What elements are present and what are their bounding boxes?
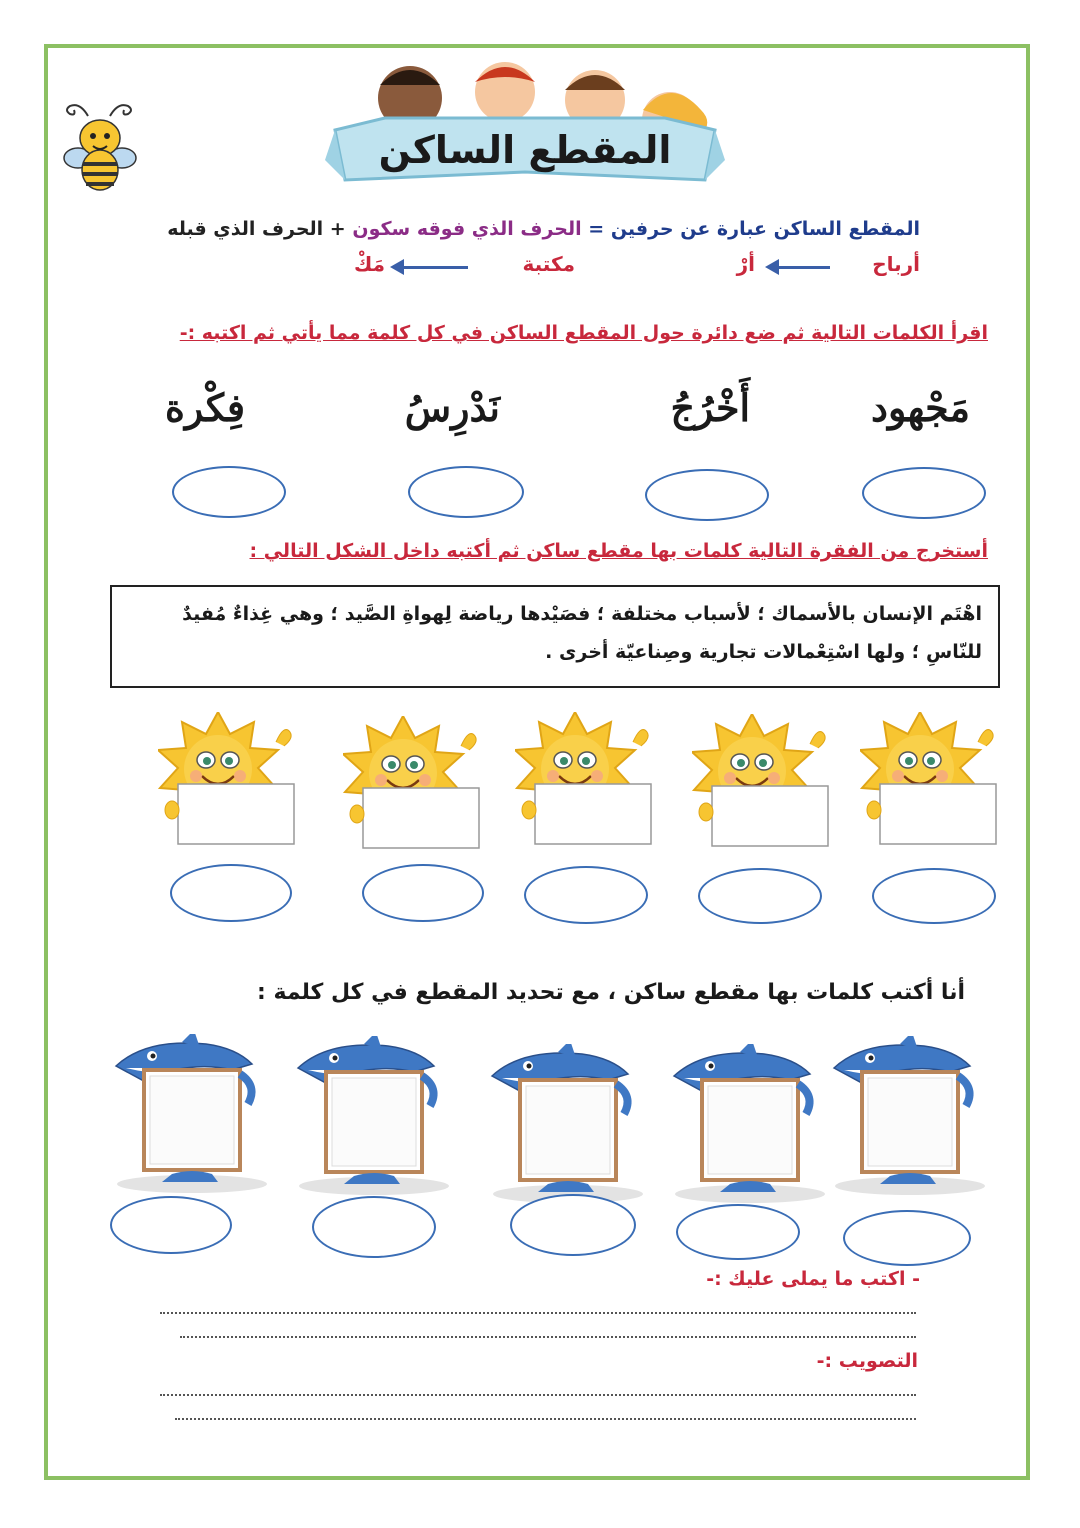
section2-instruction: أستخرج من الفقرة التالية كلمات بها مقطع ساكن ثم أكتبه داخل الشكل التالي : [249, 540, 988, 562]
dictation-label: - اكتب ما يملى عليك :- [706, 1268, 920, 1290]
paragraph-text [128, 595, 982, 671]
answer-oval[interactable] [408, 466, 524, 518]
definition-part3: + الحرف الذي قبله [167, 218, 346, 240]
shark-sign-icon [670, 1044, 830, 1209]
correction-line[interactable] [160, 1394, 916, 1396]
title-banner [325, 60, 725, 200]
dictation-line[interactable] [180, 1336, 916, 1338]
answer-oval[interactable] [524, 866, 648, 924]
paragraph-line-1: اهْتَم الإنسان بالأسماك ؛ لأسباب مختلفة ؛ فصَيْدها رياضة لِهواةِ الصَّيد ؛ وهي غِذاءٌ مُفيدٌ [182, 603, 982, 625]
answer-oval[interactable] [170, 864, 292, 922]
word-2: أَخْرُجُ [670, 385, 750, 430]
answer-oval[interactable] [645, 469, 769, 521]
example-syllable-1: أرْ [736, 252, 755, 276]
example-word-2: مكتبة [522, 252, 575, 276]
arrow-head-icon [390, 259, 404, 275]
sun-sign-icon [343, 716, 493, 851]
page-title: المقطع الساكن [378, 128, 672, 172]
example-arrow-2 [400, 266, 468, 269]
answer-oval[interactable] [698, 868, 822, 924]
shark-sign-icon [830, 1036, 990, 1201]
definition-part2: الحرف الذي فوقه سكون [352, 218, 582, 240]
word-1: مَجْهود [871, 385, 970, 430]
section1-instruction: اقرأ الكلمات التالية ثم ضع دائرة حول المقطع الساكن في كل كلمة مما يأتي ثم اكتبه :- [179, 322, 988, 344]
answer-oval[interactable] [872, 868, 996, 924]
bee-icon [58, 88, 142, 198]
shark-sign-icon [488, 1044, 648, 1209]
correction-line[interactable] [175, 1418, 916, 1420]
definition-part1: المقطع الساكن عبارة عن حرفين = [588, 218, 920, 240]
paragraph-line-2: للنّاسِ ؛ ولها اسْتِعْمالات تجارية وصِناعيّة أخرى . [545, 641, 982, 663]
arrow-head-icon [765, 259, 779, 275]
answer-oval[interactable] [172, 466, 286, 518]
section3-heading: أنا أكتب كلمات بها مقطع ساكن ، مع تحديد المقطع في كل كلمة : [257, 980, 965, 1005]
sun-sign-icon [515, 712, 665, 847]
word-4: فِكْرة [164, 385, 245, 430]
example-syllable-2: مَكْ [353, 252, 385, 276]
answer-oval[interactable] [676, 1204, 800, 1260]
shark-sign-icon [294, 1036, 454, 1201]
paragraph-box [110, 585, 1000, 688]
word-3: نَدْرِسُ [404, 385, 500, 430]
definition-line [167, 218, 920, 240]
example-word-1: أرباح [872, 252, 920, 276]
correction-label: التصويب :- [816, 1350, 918, 1372]
answer-oval[interactable] [862, 467, 986, 519]
shark-sign-icon [112, 1034, 272, 1199]
sun-sign-icon [860, 712, 1010, 847]
answer-oval[interactable] [510, 1194, 636, 1256]
answer-oval[interactable] [110, 1196, 232, 1254]
answer-oval[interactable] [312, 1196, 436, 1258]
dictation-line[interactable] [160, 1312, 916, 1314]
answer-oval[interactable] [843, 1210, 971, 1266]
answer-oval[interactable] [362, 864, 484, 922]
example-arrow-1 [775, 266, 830, 269]
sun-sign-icon [158, 712, 308, 847]
sun-sign-icon [692, 714, 842, 849]
